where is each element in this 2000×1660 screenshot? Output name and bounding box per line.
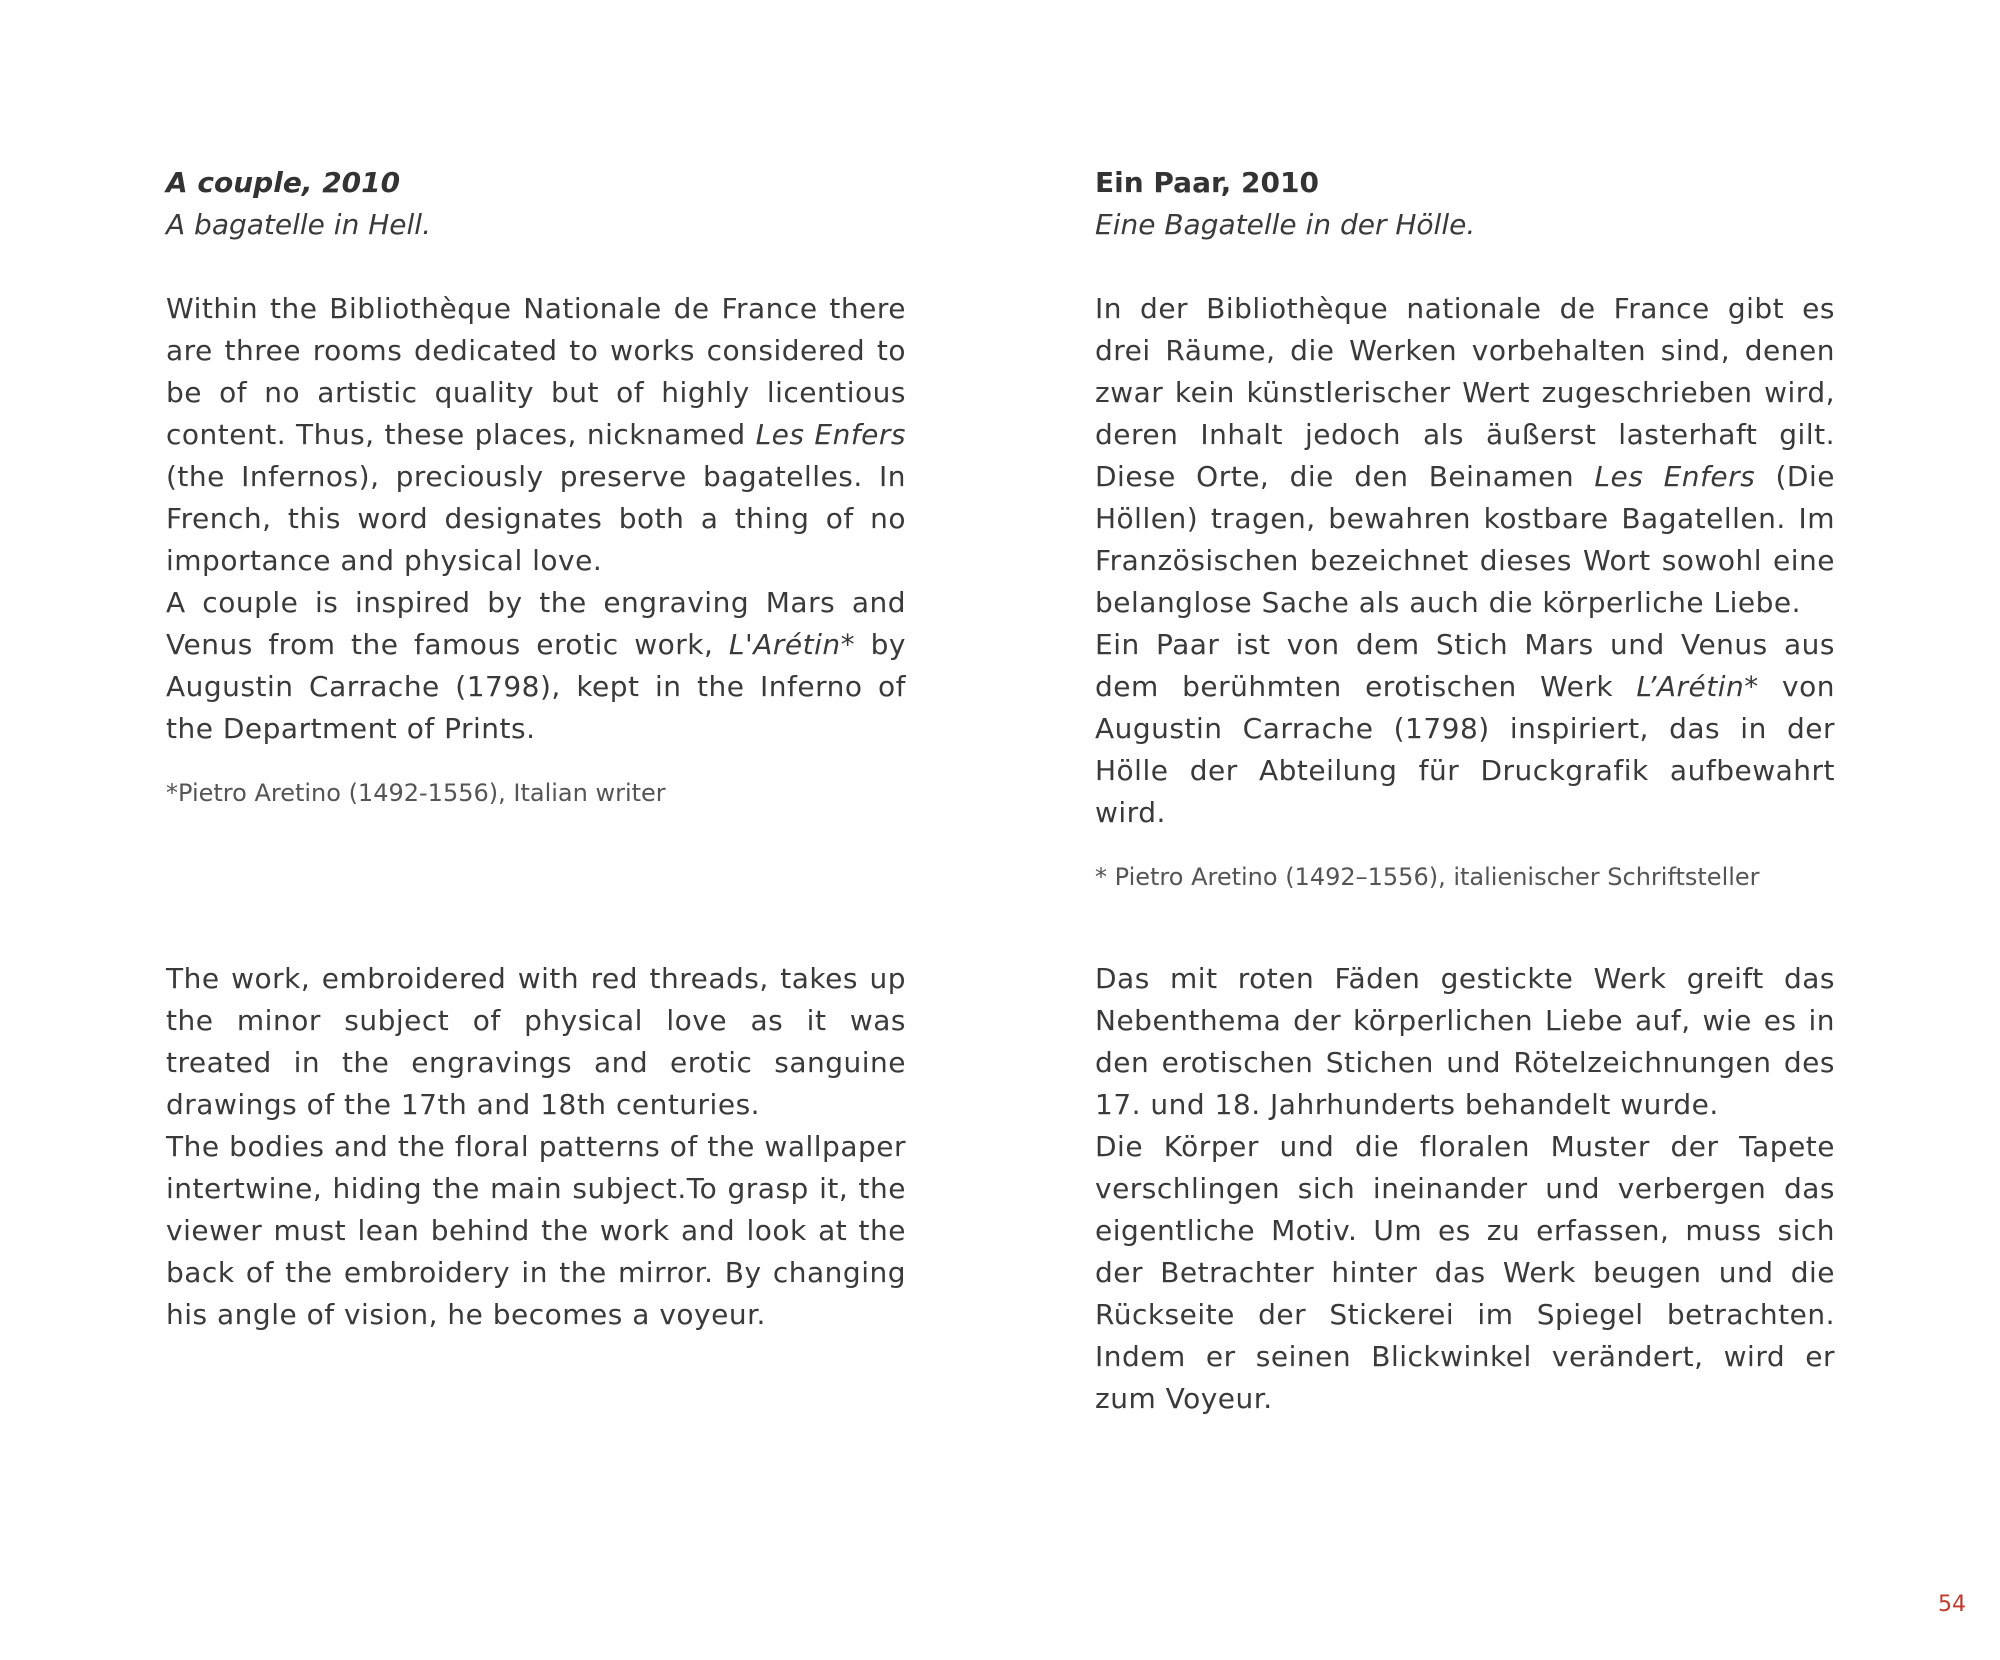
english-paragraph-2 <box>166 582 906 750</box>
german-paragraph-2-text-a: Ein Paar ist von dem Stich Mars und Venus aus dem berühmten erotischen Werk <box>1095 628 1835 703</box>
german-paragraph-2 <box>1095 624 1835 834</box>
english-subtitle: A bagatelle in Hell. <box>166 208 431 241</box>
english-paragraph-2-text-a: A couple is inspired by the engraving Mars and Venus from the famous erotic work, <box>166 586 906 661</box>
english-paragraph-1-italic: Les Enfers <box>755 418 906 451</box>
english-paragraph-1-text-b: (the Infernos), preciously preserve bagatelles. In French, this word designates both a thing of no importance and physical love. <box>166 460 906 577</box>
german-paragraph-2-text-b: von Augustin Carrache (1798) inspiriert, das in der Hölle der Abteilung für Druckgrafik aufbewahrt wird. <box>1095 670 1835 829</box>
english-paragraph-2-text-b: by Augustin Carrache (1798), kept in the Inferno of the Department of Prints. <box>166 628 907 745</box>
german-paragraph-1-text-b: (Die Höllen) tragen, bewahren kostbare Bagatellen. Im Französischen bezeichnet dieses Wort sowohl eine belanglose Sache als auch die körperliche Liebe. <box>1095 460 1835 619</box>
english-paragraph-4: The bodies and the floral patterns of the wallpaper intertwine, hiding the main subject.To grasp it, the viewer must lean behind the work and look at the back of the embroidery in the mirror. By changing his angle of vision, he becomes a voyeur. <box>166 1130 906 1331</box>
german-description-section <box>1095 958 1835 1420</box>
english-intro-section <box>166 162 906 810</box>
german-paragraph-4: Die Körper und die floralen Muster der Tapete verschlingen sich ineinander und verbergen das eigentliche Motiv. Um es zu erfassen, muss sich der Betrachter hinter das Werk beugen und die Rückseite der Stickerei im Spiegel betrachten. Indem er seinen Blickwinkel verändert, wird er zum Voyeur. <box>1095 1130 1835 1415</box>
english-title: A couple, 2010 <box>166 166 401 199</box>
german-intro-section <box>1095 162 1835 894</box>
english-description-section <box>166 958 906 1336</box>
german-paragraph-1-text-a: In der Bibliothèque nationale de France gibt es drei Räume, die Werken vorbehalten sind, denen zwar kein künstlerischer Wert zugeschrieben wird, deren Inhalt jedoch als äußerst lasterhaft gilt. Diese Orte, die den Beinamen <box>1095 292 1835 493</box>
english-footnote: *Pietro Aretino (1492-1556), Italian writer <box>166 779 666 807</box>
page-number: 54 <box>1938 1592 1966 1617</box>
german-paragraph-2-italic: L’Arétin* <box>1636 670 1759 703</box>
english-paragraph-1 <box>166 288 906 582</box>
german-paragraph-1-italic: Les Enfers <box>1594 460 1756 493</box>
german-title: Ein Paar, 2010 <box>1095 166 1319 199</box>
english-paragraph-3: The work, embroidered with red threads, takes up the minor subject of physical love as it was treated in the engravings and erotic sanguine drawings of the 17th and 18th centuries. <box>166 962 906 1121</box>
german-paragraph-3: Das mit roten Fäden gestickte Werk greift das Nebenthema der körperlichen Liebe auf, wie es in den erotischen Stichen und Rötelzeichnungen des 17. und 18. Jahrhunderts behandelt wurde. <box>1095 962 1835 1121</box>
german-footnote: * Pietro Aretino (1492–1556), italienischer Schriftsteller <box>1095 863 1760 891</box>
german-subtitle: Eine Bagatelle in der Hölle. <box>1095 208 1476 241</box>
german-paragraph-1 <box>1095 288 1835 624</box>
english-paragraph-1-text-a: Within the Bibliothèque Nationale de France there are three rooms dedicated to works considered to be of no artistic quality but of highly licentious content. Thus, these places, nicknamed <box>166 292 906 451</box>
english-paragraph-2-italic: L'Arétin* <box>728 628 856 661</box>
